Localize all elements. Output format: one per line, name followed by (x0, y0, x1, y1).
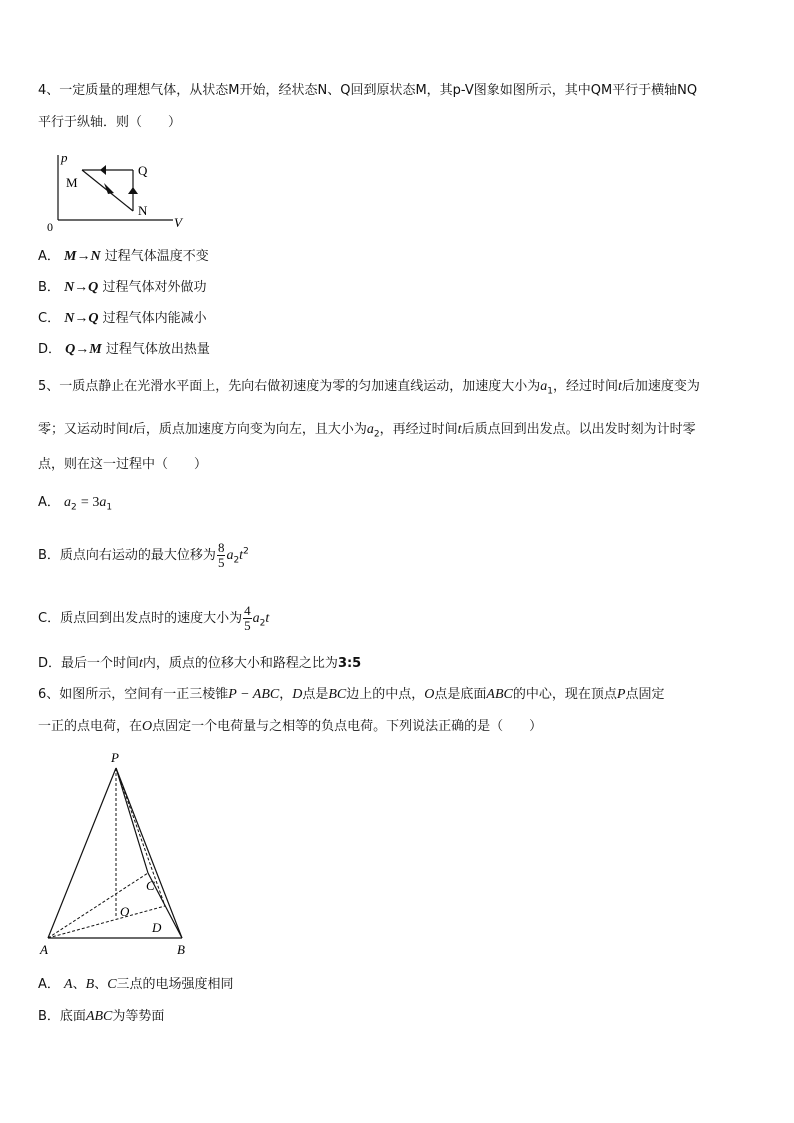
nq-arrow (128, 187, 138, 194)
option-letter: D． (38, 342, 62, 357)
option-text: 质点回到出发点时的速度大小为 (60, 611, 243, 626)
a2-subscript: 2 (71, 502, 77, 513)
option-text: 三点的电场强度相同 (116, 977, 234, 992)
square-exponent: 2 (243, 546, 249, 557)
option-text: 过程气体内能减小 (102, 311, 207, 326)
option-math: N→Q (64, 311, 99, 326)
a1-subscript: 1 (547, 386, 554, 397)
origin-label: 0 (47, 220, 53, 234)
a2-subscript: 2 (233, 555, 240, 566)
q6-text: 6、如图所示，空间有一正三棱锥 (38, 687, 229, 702)
q6-text: 的中心，现在顶点 (512, 687, 617, 702)
q4-option-c[interactable] (38, 310, 207, 328)
point-d-label: D (152, 920, 162, 935)
a2-symbol: a (226, 548, 234, 563)
option-text: 最后一个时间 (61, 656, 140, 671)
a1-symbol: a (99, 495, 107, 510)
a2-symbol: a (64, 495, 72, 510)
pd-dashed (116, 768, 165, 906)
d-symbol: D (292, 687, 303, 702)
edge-pa (48, 768, 116, 938)
q5-option-b[interactable] (38, 541, 249, 570)
option-math: N→Q (64, 280, 99, 295)
q5-text: ，再经过时间 (379, 422, 458, 437)
q6-text: 点是 (302, 687, 329, 702)
abc-symbol: ABC (85, 1009, 113, 1024)
q4-option-d[interactable] (38, 341, 210, 359)
point-b-symbol: B (85, 977, 95, 992)
option-text: 为等势面 (112, 1009, 165, 1024)
numerator: 4 (244, 603, 251, 618)
q5-text: 5、一质点静止在光滑水平面上，先向右做初速度为零的匀加速直线运动，加速度大小为 (38, 379, 541, 394)
q6-text: 边上的中点， (346, 687, 425, 702)
point-q-label: Q (138, 163, 148, 178)
point-m-label: M (66, 175, 78, 190)
q5-stem-line1 (38, 378, 700, 401)
p-axis-label: p (61, 150, 68, 165)
option-letter: A． (38, 977, 60, 992)
t-symbol: t (618, 379, 622, 394)
q5-text: 后加速度变为 (621, 379, 700, 394)
q5-stem-line2 (38, 421, 696, 444)
o-symbol: O (142, 719, 153, 734)
separator: 、 (72, 977, 86, 992)
q4-stem-line1: 4、一定质量的理想气体，从状态M开始，经状态N、Q回到原状态M，其p-V图象如图所示，其中QM平行于横轴NQ (38, 83, 698, 98)
q5-text: ，经过时间 (553, 379, 619, 394)
equation: = 3 (80, 495, 100, 510)
point-o-label: O (120, 904, 130, 919)
point-a-symbol: A (64, 977, 73, 992)
q6-pyramid-diagram (36, 748, 196, 960)
option-text: 过程气体温度不变 (104, 249, 209, 264)
p-symbol: P (616, 687, 626, 702)
q4-stem-line2: 平行于纵轴．则（ ） (38, 115, 182, 130)
edge-pc (116, 768, 148, 873)
q5-option-a[interactable] (38, 494, 112, 517)
a2-symbol: a (252, 611, 260, 626)
q6-text: 点是底面 (434, 687, 487, 702)
q4-pv-diagram (38, 145, 198, 237)
qm-arrow (100, 165, 106, 175)
option-math: M→N (64, 249, 101, 264)
t-symbol: t (139, 656, 143, 671)
q6-text: ， (279, 687, 293, 702)
option-text: 内，质点的位移大小和路程之比为 (142, 656, 338, 671)
option-text: 质点向右运动的最大位移为 (59, 548, 216, 563)
denominator: 5 (217, 555, 225, 570)
option-letter: B． (38, 1009, 60, 1024)
bc-symbol: BC (328, 687, 347, 702)
numerator: 8 (217, 540, 225, 555)
option-letter: B． (38, 280, 60, 295)
option-letter: C． (38, 611, 61, 626)
q6-option-a[interactable] (38, 976, 234, 994)
ratio-value: 3:5 (337, 656, 362, 671)
q6-stem-line1 (38, 686, 664, 704)
option-letter: C． (38, 311, 61, 326)
q5-option-c[interactable] (38, 604, 269, 633)
v-axis-label: V (174, 215, 182, 230)
option-text: 过程气体对外做功 (102, 280, 207, 295)
point-c-symbol: C (107, 977, 117, 992)
a1-symbol: a (540, 379, 548, 394)
option-letter: B． (38, 548, 60, 563)
q6-text: 点固定一个电荷量与之相等的负点电荷。下列说法正确的是（ ） (152, 719, 543, 734)
option-text: 过程气体放出热量 (105, 342, 210, 357)
fraction (243, 604, 252, 633)
option-math: Q→M (65, 342, 102, 357)
q5-option-d[interactable] (38, 655, 361, 673)
edge-ac-dashed (48, 873, 148, 938)
t-symbol: t (457, 422, 462, 437)
q5-text: 后质点回到出发点。以出发时刻为计时零 (461, 422, 696, 437)
denominator: 5 (244, 618, 251, 633)
vertex-p-label: P (111, 750, 119, 765)
q4-option-b[interactable] (38, 279, 206, 297)
point-n-label: N (138, 203, 148, 218)
option-letter: A． (38, 495, 60, 510)
q6-text: 点固定 (625, 687, 665, 702)
t-symbol: t (265, 611, 270, 626)
separator: 、 (94, 977, 108, 992)
vertex-c-label: C (146, 878, 155, 893)
t-symbol: t (129, 422, 133, 437)
q4-option-a[interactable] (38, 248, 209, 266)
a1-subscript: 1 (106, 502, 113, 513)
o-symbol: O (424, 687, 435, 702)
t-symbol: t (239, 548, 244, 563)
option-letter: A． (38, 249, 60, 264)
vertex-b-label: B (177, 942, 185, 957)
a2-symbol: a (366, 422, 374, 437)
ad-dashed (48, 906, 165, 938)
vertex-a-label: A (40, 942, 48, 957)
q6-option-b[interactable] (38, 1008, 164, 1026)
q5-text: 后，质点加速度方向变为向左，且大小为 (132, 422, 367, 437)
a2-subscript: 2 (259, 618, 266, 629)
fraction (217, 541, 226, 570)
q6-text: 一正的点电荷，在 (38, 719, 143, 734)
q5-text: 零；又运动时间 (38, 422, 130, 437)
a2-subscript: 2 (373, 429, 380, 440)
q5-stem-line3: 点，则在这一过程中（ ） (38, 457, 208, 472)
option-letter: D． (38, 656, 62, 671)
q6-stem-line2 (38, 718, 542, 736)
abc-symbol: ABC (486, 687, 513, 702)
option-text: 底面 (59, 1009, 86, 1024)
pyramid-symbol: P − ABC (228, 687, 280, 702)
